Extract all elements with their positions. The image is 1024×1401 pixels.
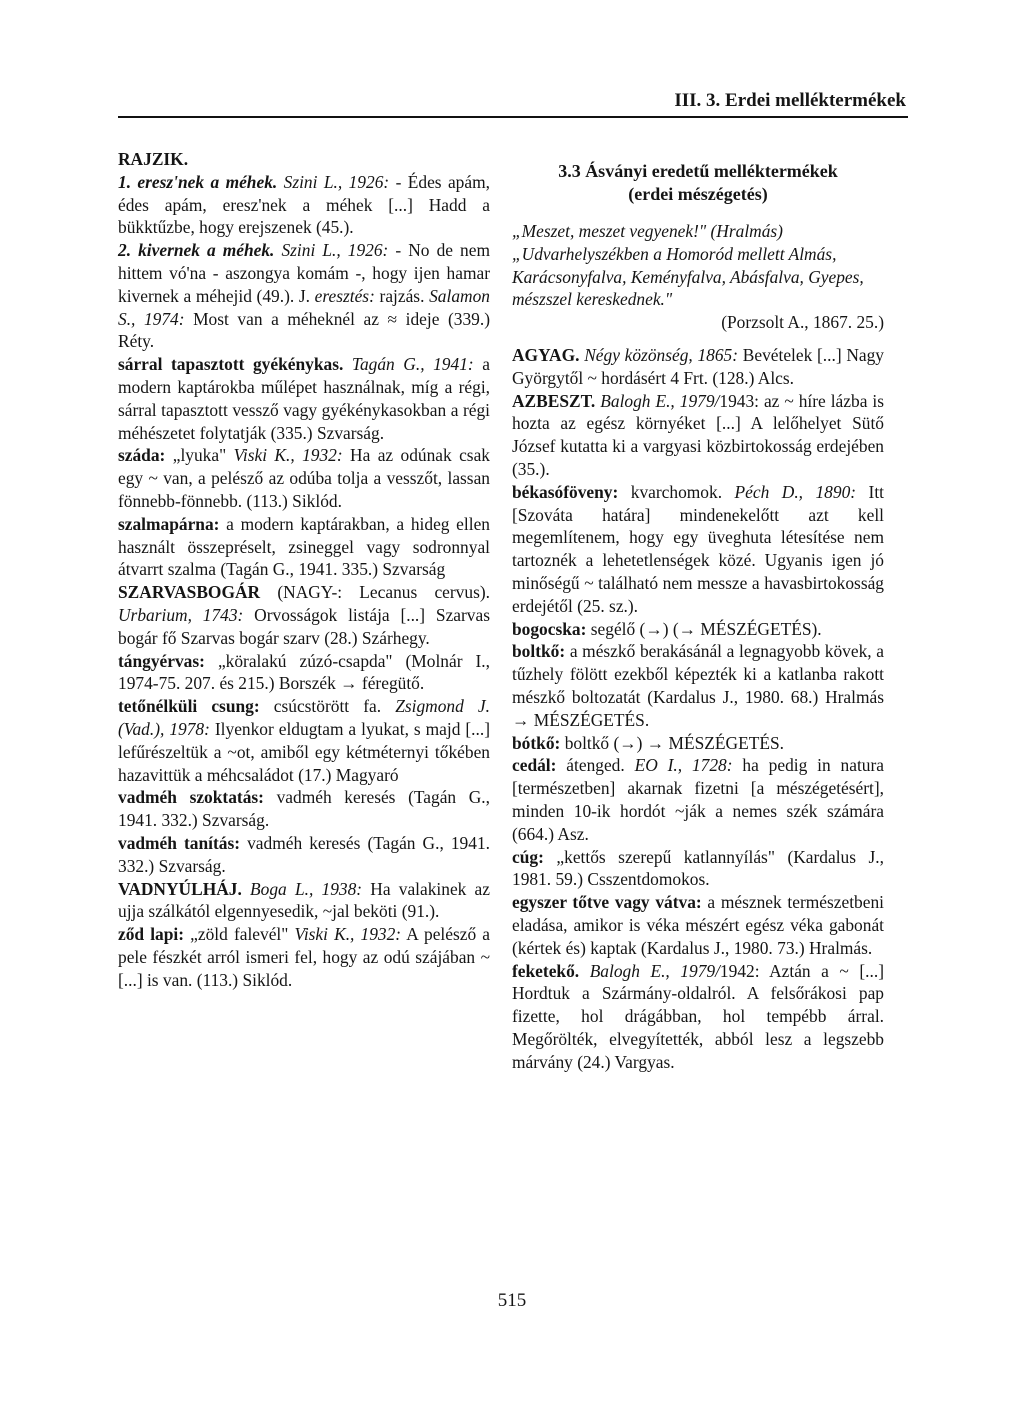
entry-bekasofoveny: békasóföveny: kvarchomok. Péch D., 1890: Itt [Szováta határa] mindenekelőtt azt kell megemlítenem, hogy egy üveghuta létesítése nem tartoznék a lehetetlenségek közé. Ugyanis igen jó minőségű ~ található nem messze a havasbirtokosság erdejétől (25. sz.). <box>512 481 885 616</box>
header-title: III. 3. Erdei melléktermékek <box>674 90 906 111</box>
entry-vadmeh-szoktatas: vadméh szoktatás: vadméh keresés (Tagán G., 1941. 332.) Szvarság. <box>118 787 490 831</box>
entry-cug: cúg: „kettős szerepű katlannyílás" (Kardalus J., 1981. 59.) Csszentdomokos. <box>512 846 884 890</box>
entry-sarral: sárral tapasztott gyékénykas. Tagán G., 1941: a modern kaptárokba műlépet használnak, míg a régi, sárral tapasztott vessző vagy gyékénykasokban a régi méhészetet folytatják (335.) Szvarság. <box>118 354 490 443</box>
entry-vadmeh-tanitas: vadméh tanítás: vadméh keresés (Tagán G., 1941. 332.) Szvarság. <box>118 832 490 876</box>
entry-rajzik: RAJZIK. <box>118 149 189 169</box>
section-subtitle: (erdei mészégetés) <box>628 184 768 204</box>
left-column <box>118 148 490 991</box>
entry-agyag: AGYAG. Négy közönség, 1865: Bevételek [...] Nagy Györgytől ~ hordásért 4 Frt. (128.) Alcs. <box>512 344 884 388</box>
entry-tetonelkuli-csung: tetőnélküli csung: csúcstörött fa. Zsigmond J. (Vad.), 1978: Ilyenkor eldugtam a lyukat, s majd [...] lefűrészeltük a ~ot, amiből egy kétméternyi tőkében hazavittük a méhcsaládot (17.) Magyaró <box>118 696 490 785</box>
entry-tangyervas: tángyérvas: „köralakú zúzó-csapda" (Molnár I., 1974-75. 207. és 215.) Borszék → féregütő. <box>118 650 490 694</box>
entry-cedal: cedál: átenged. EO I., 1728: ha pedig in natura [természetben] akarnak fizetni [a mészégetésért], minden 10-ik hordót ~ják a nemes szék számára (664.) Asz. <box>512 755 884 844</box>
entry-feketeko: feketekő. Balogh E., 1979/1942: Aztán a ~ [...] Hordtuk a Szármány-oldalról. A felsőrákosi pap fizette, hol drágábban, hol tempébb árral. Megőrölték, elvegyítették, abból lesz a legszebb márvány (24.) Vargyas. <box>512 960 884 1072</box>
section-title: 3.3 Ásványi eredetű melléktermékek <box>558 161 838 181</box>
entry-bogocska: bogocska: segélő (→) (→ MÉSZÉGETÉS). <box>512 618 822 639</box>
entry-kivernek: 2. kivernek a méhek. Szini L., 1926: - No de nem hittem vó'na - aszongya komám -, hogy ijen hamar kivernek a méhejid (49.). J. eresztés: rajzás. Salamon S., 1974: Most van a méheknél az ≈ ideje (339.) Réty. <box>118 240 490 352</box>
running-header <box>118 86 908 118</box>
section-heading <box>512 160 884 206</box>
entry-eresznek: 1. eresz'nek a méhek. Szini L., 1926: - Édes apám, édes apám, eresz'nek a méhek [...] Hadd a bükktűzbe, hogy erejszenek (45.). <box>118 171 490 238</box>
entry-botko: bótkő: boltkő (→) → MÉSZÉGETÉS. <box>512 732 784 753</box>
motto-source: (Porzsolt A., 1867. 25.) <box>721 312 884 333</box>
entry-azbeszt: AZBESZT. Balogh E., 1979/1943: az ~ híre lázba is hozta az egész környéket [...] A lelőhelyet Sütő József kutatta ki a vargyasi közbirtokosság erdejében (35.). <box>512 390 884 479</box>
entry-szada: száda: „lyuka" Viski K., 1932: Ha az odúnak csak egy ~ van, a pelésző az odúba tolja a vesszőt, lassan fönnebb-fönnebb. (113.) Siklód. <box>118 445 490 511</box>
motto-line-1: „Meszet, meszet vegyenek!" (Hralmás) <box>512 221 783 241</box>
entry-szalmaparna: szalmapárna: a modern kaptárakban, a hideg ellen használt összepréselt, zsineggel vagy sodronnyal átvarrt szalma (Tagán G., 1941. 335.) Szvarság <box>118 513 490 580</box>
page-number: 515 <box>497 1290 527 1311</box>
right-column <box>512 148 884 1073</box>
entry-szarvasbogar: SZARVASBOGÁR (NAGY-: Lecanus cervus). Urbarium, 1743: Orvosságok listája [...] Szarvas bogár fő Szarvas bogár szarv (28.) Szárhegy. <box>118 582 490 648</box>
entry-boltko: boltkő: a mészkő berakásánál a legnagyobb kövek, a tűzhely fölött ezekből képezték ki a katlanba rakott mészkő boltozatát (Kardalus J., 1980. 68.) Hralmás → MÉSZÉGETÉS. <box>512 641 885 730</box>
entry-vadnyulhaj: VADNYÚLHÁJ. Boga L., 1938: Ha valakinek az ujja szálkától elgennyesedik, ~jal beköti (91.). <box>118 878 490 922</box>
motto-line-2: „Udvarhelyszékben a Homoród mellett Almás, Karácsonyfalva, Keményfalva, Abásfalva, Gyepes, mészszel kereskednek." <box>512 243 864 310</box>
entry-egyszer-totve: egyszer tőtve vagy vátva: a mésznek természetbeni eladása, amikor is véka mészért egész véka gabonát (kértek és) kaptak (Kardalus J., 1980. 73.) Hralmás. <box>512 892 884 958</box>
entry-zod-lapi: ződ lapi: „zöld falevél" Viski K., 1932: A pelésző a pele fészkét arról ismeri fel, hogy az odú szájában ~ [...] is van. (113.) Siklód. <box>118 924 490 990</box>
